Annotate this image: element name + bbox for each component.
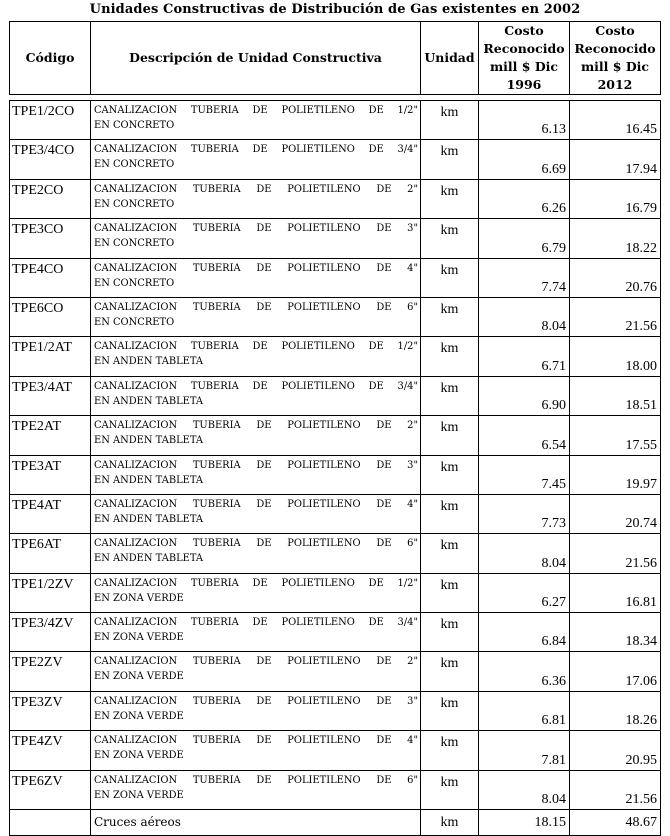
cell-unit: km <box>421 770 479 809</box>
cell-code: TPE1/2CO <box>10 101 91 140</box>
description-line-2: EN ZONA VERDE <box>94 592 184 604</box>
cell-cost-2012: 16.45 <box>570 101 661 140</box>
cell-unit: km <box>421 297 479 336</box>
description-word: 6" <box>407 538 418 550</box>
cell-cost-1996: 6.71 <box>479 337 570 376</box>
table-header <box>9 21 661 95</box>
header-cost-2012-line: 2012 <box>597 77 633 92</box>
cell-cost-1996: 6.81 <box>479 691 570 730</box>
cell-description <box>91 140 421 179</box>
cell-cost-2012: 48.67 <box>570 810 661 836</box>
table-title: Unidades Constructivas de Distribución de Gas existentes en 2002 <box>89 2 581 17</box>
cell-description <box>91 219 421 258</box>
cell-code: TPE2ZV <box>10 652 91 691</box>
cell-cost-1996: 6.84 <box>479 613 570 652</box>
description-line-1 <box>94 773 418 788</box>
cell-code: TPE1/2AT <box>10 337 91 376</box>
description-word: DE <box>256 262 272 274</box>
description-word: TUBERIA <box>190 105 239 116</box>
description-line-2: EN ANDEN TABLETA <box>94 395 204 407</box>
description-word: CANALIZACION <box>94 498 178 510</box>
table-row <box>10 258 661 297</box>
description-word: 4" <box>407 735 418 747</box>
description-word: TUBERIA <box>192 498 241 510</box>
cell-cost-2012: 17.94 <box>570 140 661 179</box>
description-word: 6" <box>407 301 418 313</box>
cell-cost-2012: 17.06 <box>570 652 661 691</box>
description-line-1 <box>94 576 418 591</box>
cell-cost-2012: 20.76 <box>570 258 661 297</box>
cell-code: TPE3/4CO <box>10 140 91 179</box>
description-word: TUBERIA <box>192 301 241 313</box>
cell-cost-1996: 7.73 <box>479 494 570 533</box>
description-line-1 <box>94 458 418 473</box>
cell-description <box>91 179 421 218</box>
cell-cost-2012: 18.00 <box>570 337 661 376</box>
description-line-1 <box>94 221 418 236</box>
description-word: TUBERIA <box>192 656 241 668</box>
cell-cost-2012: 20.95 <box>570 731 661 770</box>
cell-cost-1996: 6.79 <box>479 219 570 258</box>
cell-code <box>10 810 91 836</box>
description-word: DE <box>256 459 272 471</box>
table-row <box>10 731 661 770</box>
description-line-1 <box>94 379 418 394</box>
description-word: 1/2" <box>397 341 418 353</box>
cell-cost-1996: 6.90 <box>479 376 570 415</box>
description-line-1 <box>94 142 418 157</box>
description-word: DE <box>376 538 392 550</box>
cell-unit: km <box>421 337 479 376</box>
cell-code: TPE6AT <box>10 534 91 573</box>
description-line-1 <box>94 654 418 669</box>
cell-cost-1996: 6.27 <box>479 573 570 612</box>
description-word: DE <box>256 735 272 747</box>
description-word: DE <box>252 577 268 589</box>
cell-description <box>91 613 421 652</box>
cell-code: TPE6CO <box>10 297 91 336</box>
description-word: CANALIZACION <box>94 420 178 432</box>
header-cost-2012-line: Costo <box>595 23 635 38</box>
table-row <box>10 140 661 179</box>
description-word: DE <box>376 459 392 471</box>
description-line-2: EN CONCRETO <box>94 316 175 328</box>
description-word: 2" <box>407 420 418 432</box>
description-word: TUBERIA <box>192 735 241 747</box>
cell-description <box>91 416 421 455</box>
description-word: TUBERIA <box>192 695 241 707</box>
description-word: 2" <box>407 183 418 195</box>
description-word: TUBERIA <box>190 617 239 629</box>
description-word: POLIETILENO <box>281 105 355 116</box>
cell-cost-2012: 18.34 <box>570 613 661 652</box>
cell-unit: km <box>421 810 479 836</box>
table-row <box>10 573 661 612</box>
description-line-1 <box>94 300 418 315</box>
description-line-1 <box>94 497 418 512</box>
description-line-2: EN CONCRETO <box>94 198 175 210</box>
description-word: DE <box>376 774 392 786</box>
description-word: DE <box>256 183 272 195</box>
cell-description <box>91 652 421 691</box>
description-word: CANALIZACION <box>94 774 178 786</box>
cell-description <box>91 534 421 573</box>
description-line-2: EN ZONA VERDE <box>94 789 184 801</box>
description-word: CANALIZACION <box>94 538 178 550</box>
description-word: POLIETILENO <box>281 144 355 156</box>
header-cost-1996-line: 1996 <box>506 77 542 92</box>
table-row <box>10 613 661 652</box>
description-word: 4" <box>407 498 418 510</box>
description-line-2: EN ZONA VERDE <box>94 671 184 683</box>
description-word: POLIETILENO <box>287 223 361 235</box>
cell-unit: km <box>421 258 479 297</box>
cell-cost-2012: 16.81 <box>570 573 661 612</box>
description-word: 1/2" <box>397 577 418 589</box>
description-word: 3/4" <box>397 380 418 392</box>
description-word: DE <box>368 105 384 116</box>
description-word: CANALIZACION <box>94 341 178 353</box>
description-word: CANALIZACION <box>94 735 178 747</box>
header-cost-2012 <box>570 22 661 95</box>
cell-cost-2012: 16.79 <box>570 179 661 218</box>
description-word: POLIETILENO <box>281 617 355 629</box>
description-line-2: EN ANDEN TABLETA <box>94 356 204 368</box>
description-line-1 <box>94 615 418 630</box>
cell-cost-2012: 21.56 <box>570 534 661 573</box>
cell-unit: km <box>421 534 479 573</box>
cell-cost-2012: 18.22 <box>570 219 661 258</box>
description-word: TUBERIA <box>192 538 241 550</box>
description-word: TUBERIA <box>192 459 241 471</box>
cell-description <box>91 691 421 730</box>
description-word: POLIETILENO <box>281 577 355 589</box>
description-word: DE <box>256 656 272 668</box>
description-word: 3" <box>407 459 418 471</box>
description-word: DE <box>256 420 272 432</box>
cell-cost-1996: 8.04 <box>479 770 570 809</box>
header-cost-1996-line: mill $ Dic <box>489 59 559 74</box>
cell-cost-1996: 7.45 <box>479 455 570 494</box>
cell-unit: km <box>421 652 479 691</box>
description-word: DE <box>376 656 392 668</box>
description-word: DE <box>376 183 392 195</box>
cell-cost-2012: 18.51 <box>570 376 661 415</box>
table-row <box>10 691 661 730</box>
description-word: CANALIZACION <box>94 577 178 589</box>
cell-code: TPE2CO <box>10 179 91 218</box>
description-line-2: EN CONCRETO <box>94 277 175 289</box>
description-line-1 <box>94 536 418 551</box>
description-line-2: EN ANDEN TABLETA <box>94 553 204 565</box>
description-word: CANALIZACION <box>94 656 178 668</box>
description-word: CANALIZACION <box>94 459 178 471</box>
description-word: DE <box>368 380 384 392</box>
description-word: POLIETILENO <box>287 498 361 510</box>
table-row <box>10 337 661 376</box>
description-line-2: EN ZONA VERDE <box>94 632 184 644</box>
description-word: TUBERIA <box>190 577 239 589</box>
cell-unit: km <box>421 613 479 652</box>
description-line-2: EN ANDEN TABLETA <box>94 435 204 447</box>
description-line-2: EN CONCRETO <box>94 159 175 171</box>
description-line-1 <box>94 694 418 709</box>
description-word: POLIETILENO <box>287 695 361 707</box>
description-word: 3/4" <box>397 617 418 629</box>
description-line-2: EN ZONA VERDE <box>94 750 184 762</box>
description-line-1 <box>94 182 418 197</box>
description-line-2: EN CONCRETO <box>94 120 175 131</box>
header-cost-2012-line: mill $ Dic <box>580 59 650 74</box>
cell-description <box>91 494 421 533</box>
cell-description <box>91 731 421 770</box>
description-line-1 <box>94 339 418 354</box>
cell-description <box>91 258 421 297</box>
description-line-2: EN ANDEN TABLETA <box>94 513 204 525</box>
cell-cost-1996: 7.74 <box>479 258 570 297</box>
cell-unit: km <box>421 416 479 455</box>
header-description: Descripción de Unidad Constructiva <box>91 22 421 95</box>
cell-cost-1996: 18.15 <box>479 810 570 836</box>
description-word: DE <box>256 301 272 313</box>
cell-cost-1996: 7.81 <box>479 731 570 770</box>
description-line-1 <box>94 261 418 276</box>
description-word: POLIETILENO <box>287 538 361 550</box>
cell-cost-1996: 6.36 <box>479 652 570 691</box>
description-word: DE <box>256 774 272 786</box>
cell-code: TPE3/4ZV <box>10 613 91 652</box>
table-row <box>10 101 661 140</box>
description-word: DE <box>256 223 272 235</box>
header-unit: Unidad <box>421 22 479 95</box>
description-word: CANALIZACION <box>94 695 178 707</box>
cell-description: Cruces aéreos <box>91 810 421 836</box>
description-word: POLIETILENO <box>287 262 361 274</box>
cell-code: TPE4AT <box>10 494 91 533</box>
cell-cost-2012: 20.74 <box>570 494 661 533</box>
description-word: CANALIZACION <box>94 144 178 156</box>
description-word: CANALIZACION <box>94 301 178 313</box>
table-row <box>10 297 661 336</box>
cell-unit: km <box>421 179 479 218</box>
description-line-2: EN ZONA VERDE <box>94 710 184 722</box>
description-word: DE <box>376 735 392 747</box>
cell-cost-1996: 6.54 <box>479 416 570 455</box>
description-word: POLIETILENO <box>287 301 361 313</box>
description-word: POLIETILENO <box>281 341 355 353</box>
description-word: DE <box>368 617 384 629</box>
description-word: DE <box>368 577 384 589</box>
description-word: POLIETILENO <box>287 420 361 432</box>
cell-cost-2012: 21.56 <box>570 770 661 809</box>
description-word: CANALIZACION <box>94 262 178 274</box>
description-word: TUBERIA <box>192 420 241 432</box>
cell-code: TPE1/2ZV <box>10 573 91 612</box>
description-word: CANALIZACION <box>94 105 178 116</box>
description-word: TUBERIA <box>190 380 239 392</box>
table-row <box>10 376 661 415</box>
description-word: POLIETILENO <box>287 183 361 195</box>
description-word: DE <box>252 105 268 116</box>
cell-unit: km <box>421 101 479 140</box>
cell-description <box>91 573 421 612</box>
description-line-2: EN CONCRETO <box>94 238 175 250</box>
cell-unit: km <box>421 140 479 179</box>
data-table <box>9 100 661 836</box>
cell-cost-2012: 17.55 <box>570 416 661 455</box>
cell-cost-2012: 18.26 <box>570 691 661 730</box>
cell-unit: km <box>421 376 479 415</box>
cell-cost-1996: 8.04 <box>479 534 570 573</box>
cell-code: TPE3ZV <box>10 691 91 730</box>
description-word: 3" <box>407 695 418 707</box>
header-code: Código <box>10 22 91 95</box>
description-word: DE <box>368 144 384 156</box>
description-word: DE <box>252 617 268 629</box>
description-word: POLIETILENO <box>281 380 355 392</box>
header-cost-1996-line: Reconocido <box>483 41 565 56</box>
cell-unit: km <box>421 494 479 533</box>
cell-description <box>91 376 421 415</box>
table-row <box>10 534 661 573</box>
cell-code: TPE3AT <box>10 455 91 494</box>
cell-cost-1996: 6.26 <box>479 179 570 218</box>
cell-code: TPE3/4AT <box>10 376 91 415</box>
description-line-1 <box>94 733 418 748</box>
description-word: POLIETILENO <box>287 459 361 471</box>
description-word: DE <box>376 223 392 235</box>
description-line-1 <box>94 103 418 118</box>
cell-unit: km <box>421 573 479 612</box>
description-word: 6" <box>407 774 418 786</box>
description-word: DE <box>256 695 272 707</box>
cell-description <box>91 337 421 376</box>
cell-unit: km <box>421 455 479 494</box>
description-word: 1/2" <box>397 105 418 116</box>
cell-cost-1996: 8.04 <box>479 297 570 336</box>
table-row <box>10 179 661 218</box>
description-word: CANALIZACION <box>94 617 178 629</box>
description-word: 3" <box>407 223 418 235</box>
cell-unit: km <box>421 731 479 770</box>
description-word: CANALIZACION <box>94 223 178 235</box>
table-row <box>10 770 661 809</box>
description-word: DE <box>252 341 268 353</box>
description-word: POLIETILENO <box>287 656 361 668</box>
description-line-2: EN ANDEN TABLETA <box>94 474 204 486</box>
cell-description <box>91 455 421 494</box>
table-row-total <box>10 810 661 836</box>
table-row <box>10 219 661 258</box>
description-word: DE <box>368 341 384 353</box>
description-word: DE <box>376 695 392 707</box>
description-word: POLIETILENO <box>287 774 361 786</box>
description-word: DE <box>256 498 272 510</box>
description-word: CANALIZACION <box>94 183 178 195</box>
cell-code: TPE6ZV <box>10 770 91 809</box>
description-word: TUBERIA <box>192 183 241 195</box>
cell-cost-1996: 6.69 <box>479 140 570 179</box>
cell-code: TPE4CO <box>10 258 91 297</box>
description-word: POLIETILENO <box>287 735 361 747</box>
cell-cost-1996: 6.13 <box>479 101 570 140</box>
cell-code: TPE2AT <box>10 416 91 455</box>
description-word: DE <box>256 538 272 550</box>
cell-code: TPE3CO <box>10 219 91 258</box>
description-word: TUBERIA <box>190 144 239 156</box>
table-row <box>10 416 661 455</box>
description-word: 3/4" <box>397 144 418 156</box>
header-cost-2012-line: Reconocido <box>574 41 656 56</box>
description-word: DE <box>376 262 392 274</box>
cell-unit: km <box>421 219 479 258</box>
cell-description <box>91 101 421 140</box>
header-cost-1996 <box>479 22 570 95</box>
description-word: DE <box>376 498 392 510</box>
table-row <box>10 455 661 494</box>
description-word: 2" <box>407 656 418 668</box>
cell-description <box>91 297 421 336</box>
description-line-1 <box>94 418 418 433</box>
description-word: TUBERIA <box>192 774 241 786</box>
description-word: DE <box>376 301 392 313</box>
description-word: CANALIZACION <box>94 380 178 392</box>
description-word: TUBERIA <box>192 262 241 274</box>
cell-cost-2012: 21.56 <box>570 297 661 336</box>
header-cost-1996-line: Costo <box>504 23 544 38</box>
table-row <box>10 494 661 533</box>
description-word: DE <box>252 380 268 392</box>
table-row <box>10 652 661 691</box>
description-word: TUBERIA <box>190 341 239 353</box>
cell-cost-2012: 19.97 <box>570 455 661 494</box>
description-word: TUBERIA <box>192 223 241 235</box>
cell-unit: km <box>421 691 479 730</box>
cell-code: TPE4ZV <box>10 731 91 770</box>
description-word: 4" <box>407 262 418 274</box>
description-word: DE <box>252 144 268 156</box>
description-word: DE <box>376 420 392 432</box>
cell-description <box>91 770 421 809</box>
